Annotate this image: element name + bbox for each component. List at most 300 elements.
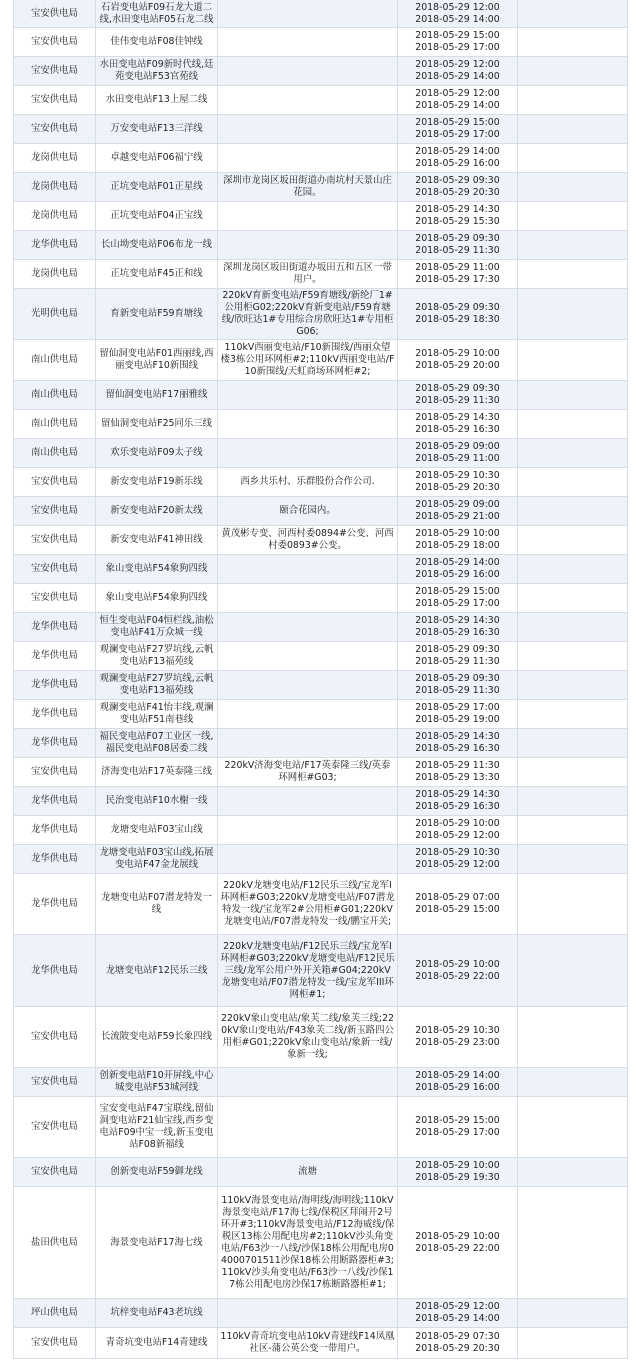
start-time: 2018-05-29 10:00 bbox=[415, 1230, 500, 1242]
table-row bbox=[14, 584, 628, 613]
start-time: 2018-05-29 14:30 bbox=[415, 731, 500, 742]
power-bureau-cell: 宝安供电局 bbox=[14, 1097, 96, 1158]
power-bureau-cell: 龙华供电局 bbox=[14, 729, 96, 758]
power-bureau-cell: 南山供电局 bbox=[14, 410, 96, 439]
feeder-line-cell: 观澜变电站F27罗坑线,云帆变电站F13福苑线 bbox=[96, 642, 218, 671]
outage-time-cell bbox=[398, 845, 518, 874]
affected-area-cell bbox=[218, 231, 398, 260]
affected-area-cell bbox=[218, 613, 398, 642]
start-time: 2018-05-29 10:30 bbox=[415, 1025, 500, 1036]
feeder-line-cell: 龙塘变电站F03宝山线,拓展变电站F47金龙展线 bbox=[96, 845, 218, 874]
table-row bbox=[14, 642, 628, 671]
affected-area-cell bbox=[218, 671, 398, 700]
outage-time-cell bbox=[398, 642, 518, 671]
start-time: 2018-05-29 15:00 bbox=[415, 30, 500, 41]
feeder-line-cell: 海景变电站F17海七线 bbox=[96, 1187, 218, 1299]
outage-time-cell bbox=[398, 289, 518, 340]
outage-time-cell bbox=[398, 671, 518, 700]
feeder-line-cell: 民治变电站F10水榭一线 bbox=[96, 787, 218, 816]
feeder-line-cell: 福民变电站F07工业区一线,福民变电站F08居委二线 bbox=[96, 729, 218, 758]
feeder-line-cell: 留仙洞变电站F25同乐三线 bbox=[96, 410, 218, 439]
end-time: 2018-05-29 20:30 bbox=[415, 1343, 500, 1354]
start-time: 2018-05-29 10:00 bbox=[415, 958, 500, 970]
power-bureau-cell: 龙岗供电局 bbox=[14, 202, 96, 231]
end-time: 2018-05-29 17:30 bbox=[415, 274, 500, 285]
affected-area-cell bbox=[218, 0, 398, 28]
feeder-line-cell: 恒生变电站F04恒栏线,油松变电站F41万众城一线 bbox=[96, 613, 218, 642]
start-time: 2018-05-29 09:30 bbox=[415, 302, 500, 313]
remarks-cell bbox=[518, 700, 628, 729]
power-bureau-cell: 宝安供电局 bbox=[14, 57, 96, 86]
feeder-line-cell: 坑梓变电站F43老坑线 bbox=[96, 1299, 218, 1328]
start-time: 2018-05-29 14:00 bbox=[415, 1070, 500, 1081]
feeder-line-cell: 留仙洞变电站F01西丽线,西丽变电站F10新围线 bbox=[96, 340, 218, 381]
start-time: 2018-05-29 14:00 bbox=[415, 557, 500, 568]
affected-area-cell: 220kV济海变电站/F17英泰隆三线/英泰环网柜#G03; bbox=[218, 758, 398, 787]
table-row bbox=[14, 340, 628, 381]
feeder-line-cell: 观澜变电站F27罗坑线,云帆变电站F13福苑线 bbox=[96, 671, 218, 700]
table-row bbox=[14, 289, 628, 340]
power-bureau-cell: 宝安供电局 bbox=[14, 28, 96, 57]
end-time: 2018-05-29 11:30 bbox=[415, 245, 500, 256]
outage-time-cell bbox=[398, 28, 518, 57]
remarks-cell bbox=[518, 526, 628, 555]
start-time: 2018-05-29 14:00 bbox=[415, 146, 500, 157]
remarks-cell bbox=[518, 613, 628, 642]
outage-time-cell bbox=[398, 1328, 518, 1359]
feeder-line-cell: 象山变电站F54象狗四线 bbox=[96, 555, 218, 584]
feeder-line-cell: 卓越变电站F06福宁线 bbox=[96, 144, 218, 173]
start-time: 2018-05-29 12:00 bbox=[415, 1, 500, 13]
table-row bbox=[14, 671, 628, 700]
end-time: 2018-05-29 13:30 bbox=[415, 772, 500, 783]
remarks-cell bbox=[518, 555, 628, 584]
remarks-cell bbox=[518, 758, 628, 787]
start-time: 2018-05-29 09:30 bbox=[415, 383, 500, 394]
end-time: 2018-05-29 20:00 bbox=[415, 360, 500, 371]
remarks-cell bbox=[518, 935, 628, 1007]
outage-time-cell bbox=[398, 613, 518, 642]
feeder-line-cell: 正坑变电站F01正星线 bbox=[96, 173, 218, 202]
power-bureau-cell: 宝安供电局 bbox=[14, 584, 96, 613]
outage-time-cell bbox=[398, 758, 518, 787]
feeder-line-cell: 新安变电站F19新乐线 bbox=[96, 468, 218, 497]
start-time: 2018-05-29 14:30 bbox=[415, 412, 500, 423]
remarks-cell bbox=[518, 439, 628, 468]
remarks-cell bbox=[518, 231, 628, 260]
outage-schedule-table bbox=[13, 0, 628, 1359]
affected-area-cell: 110kV西丽变电站/F10新围线/西丽众望楼3栋公用环网柜#2;110kV西丽变电站/F10新围线/天虹商场环网柜#2; bbox=[218, 340, 398, 381]
end-time: 2018-05-29 16:00 bbox=[415, 1082, 500, 1093]
affected-area-cell bbox=[218, 410, 398, 439]
power-bureau-cell: 宝安供电局 bbox=[14, 115, 96, 144]
remarks-cell bbox=[518, 28, 628, 57]
affected-area-cell bbox=[218, 584, 398, 613]
power-bureau-cell: 宝安供电局 bbox=[14, 1158, 96, 1187]
outage-time-cell bbox=[398, 144, 518, 173]
power-bureau-cell: 龙华供电局 bbox=[14, 816, 96, 845]
table-row bbox=[14, 173, 628, 202]
affected-area-cell bbox=[218, 845, 398, 874]
start-time: 2018-05-29 12:00 bbox=[415, 88, 500, 99]
outage-time-cell bbox=[398, 231, 518, 260]
power-bureau-cell: 宝安供电局 bbox=[14, 555, 96, 584]
end-time: 2018-05-29 20:30 bbox=[415, 482, 500, 493]
end-time: 2018-05-29 19:00 bbox=[415, 714, 500, 725]
feeder-line-cell: 创新变电站F59御龙线 bbox=[96, 1158, 218, 1187]
affected-area-cell bbox=[218, 202, 398, 231]
affected-area-cell bbox=[218, 57, 398, 86]
table-row bbox=[14, 1097, 628, 1158]
remarks-cell bbox=[518, 1158, 628, 1187]
table-row bbox=[14, 787, 628, 816]
start-time: 2018-05-29 15:00 bbox=[415, 1115, 500, 1126]
table-row bbox=[14, 1187, 628, 1299]
remarks-cell bbox=[518, 144, 628, 173]
power-bureau-cell: 南山供电局 bbox=[14, 439, 96, 468]
power-bureau-cell: 宝安供电局 bbox=[14, 758, 96, 787]
affected-area-cell bbox=[218, 555, 398, 584]
remarks-cell bbox=[518, 202, 628, 231]
feeder-line-cell: 创新变电站F10开屏线,中心城变电站F53城河线 bbox=[96, 1068, 218, 1097]
end-time: 2018-05-29 14:00 bbox=[415, 13, 500, 25]
affected-area-cell bbox=[218, 642, 398, 671]
table-row bbox=[14, 86, 628, 115]
table-row bbox=[14, 497, 628, 526]
end-time: 2018-05-29 14:00 bbox=[415, 100, 500, 111]
start-time: 2018-05-29 11:00 bbox=[415, 262, 500, 273]
outage-time-cell bbox=[398, 526, 518, 555]
outage-time-cell bbox=[398, 1097, 518, 1158]
start-time: 2018-05-29 09:30 bbox=[415, 233, 500, 244]
outage-time-cell bbox=[398, 410, 518, 439]
feeder-line-cell: 青奇坑变电站F14青建线 bbox=[96, 1328, 218, 1359]
end-time: 2018-05-29 17:00 bbox=[415, 598, 500, 609]
outage-time-cell bbox=[398, 1187, 518, 1299]
affected-area-cell: 220kV象山变电站/象芙二线/象芙三线;220kV象山变电站/F43象芙二线/新玉路四公用柜#G01;220kV象山变电站/象新一线/象新一线; bbox=[218, 1007, 398, 1068]
affected-area-cell bbox=[218, 115, 398, 144]
start-time: 2018-05-29 10:00 bbox=[415, 348, 500, 359]
outage-time-cell bbox=[398, 439, 518, 468]
start-time: 2018-05-29 12:00 bbox=[415, 1301, 500, 1312]
power-bureau-cell: 宝安供电局 bbox=[14, 468, 96, 497]
feeder-line-cell: 象山变电站F54象狗四线 bbox=[96, 584, 218, 613]
start-time: 2018-05-29 15:00 bbox=[415, 117, 500, 128]
remarks-cell bbox=[518, 173, 628, 202]
affected-area-cell bbox=[218, 816, 398, 845]
power-bureau-cell: 龙华供电局 bbox=[14, 642, 96, 671]
power-bureau-cell: 宝安供电局 bbox=[14, 1068, 96, 1097]
end-time: 2018-05-29 11:30 bbox=[415, 685, 500, 696]
start-time: 2018-05-29 09:00 bbox=[415, 441, 500, 452]
outage-time-cell bbox=[398, 1299, 518, 1328]
end-time: 2018-05-29 15:00 bbox=[415, 904, 500, 915]
affected-area-cell: 220kV龙塘变电站/F12民乐三线/宝龙军I环网柜#G03;220kV龙塘变电站/F07潜龙特发一线/宝龙军2#公用柜#G01;220kV龙塘变电站/F07潜龙特发一线/鹏宝开关; bbox=[218, 874, 398, 935]
end-time: 2018-05-29 12:00 bbox=[415, 830, 500, 841]
power-bureau-cell: 龙华供电局 bbox=[14, 935, 96, 1007]
outage-time-cell bbox=[398, 468, 518, 497]
table-row bbox=[14, 0, 628, 28]
end-time: 2018-05-29 23:00 bbox=[415, 1037, 500, 1048]
affected-area-cell: 西乡共乐村、乐群股份合作公司. bbox=[218, 468, 398, 497]
outage-time-cell bbox=[398, 381, 518, 410]
feeder-line-cell: 万安变电站F13三洋线 bbox=[96, 115, 218, 144]
table-row bbox=[14, 1328, 628, 1359]
end-time: 2018-05-29 15:30 bbox=[415, 216, 500, 227]
remarks-cell bbox=[518, 671, 628, 700]
outage-time-cell bbox=[398, 1007, 518, 1068]
end-time: 2018-05-29 19:30 bbox=[415, 1172, 500, 1183]
outage-time-cell bbox=[398, 173, 518, 202]
start-time: 2018-05-29 10:30 bbox=[415, 470, 500, 481]
power-bureau-cell: 龙华供电局 bbox=[14, 231, 96, 260]
power-bureau-cell: 宝安供电局 bbox=[14, 497, 96, 526]
end-time: 2018-05-29 17:00 bbox=[415, 42, 500, 53]
remarks-cell bbox=[518, 468, 628, 497]
table-row bbox=[14, 816, 628, 845]
outage-schedule-body bbox=[14, 0, 628, 1359]
remarks-cell bbox=[518, 381, 628, 410]
remarks-cell bbox=[518, 86, 628, 115]
affected-area-cell: 110kV海景变电站/海明线/海明线;110kV海景变电站/F17海七线/保税区拜闹开2号环开#3;110kV海景变电站/F12海威线/保税区13栋公用配电房#2;110kV沙头角变电站/F63沙一八线/沙保18栋公用配电房04000701511沙保18栋公用断路器柜#3;110kV沙头角变电站/F63沙一八线/沙保17栋公用配电房沙保17栋断路器柜#1; bbox=[218, 1187, 398, 1299]
affected-area-cell: 220kV育新变电站/F59育塘线/新纶厂1#公用柜G02;220kV育新变电站/F59育塘线/欣旺达1#专用综合房欣旺达1#专用柜G06; bbox=[218, 289, 398, 340]
affected-area-cell: 流塘 bbox=[218, 1158, 398, 1187]
end-time: 2018-05-29 16:00 bbox=[415, 569, 500, 580]
remarks-cell bbox=[518, 57, 628, 86]
end-time: 2018-05-29 14:00 bbox=[415, 71, 500, 82]
affected-area-cell bbox=[218, 1068, 398, 1097]
remarks-cell bbox=[518, 816, 628, 845]
feeder-line-cell: 正坑变电站F45正和线 bbox=[96, 260, 218, 289]
remarks-cell bbox=[518, 584, 628, 613]
remarks-cell bbox=[518, 1299, 628, 1328]
affected-area-cell bbox=[218, 700, 398, 729]
table-row bbox=[14, 115, 628, 144]
end-time: 2018-05-29 16:00 bbox=[415, 158, 500, 169]
table-row bbox=[14, 700, 628, 729]
feeder-line-cell: 龙塘变电站F12民乐三线 bbox=[96, 935, 218, 1007]
table-row bbox=[14, 1068, 628, 1097]
remarks-cell bbox=[518, 787, 628, 816]
feeder-line-cell: 育新变电站F59育塘线 bbox=[96, 289, 218, 340]
table-row bbox=[14, 1299, 628, 1328]
remarks-cell bbox=[518, 1328, 628, 1359]
affected-area-cell bbox=[218, 86, 398, 115]
table-row bbox=[14, 144, 628, 173]
affected-area-cell bbox=[218, 1097, 398, 1158]
outage-time-cell bbox=[398, 1068, 518, 1097]
affected-area-cell: 深圳龙岗区坂田街道办坂田五和五区一带用户。 bbox=[218, 260, 398, 289]
table-row bbox=[14, 758, 628, 787]
start-time: 2018-05-29 09:00 bbox=[415, 499, 500, 510]
affected-area-cell bbox=[218, 729, 398, 758]
start-time: 2018-05-29 10:30 bbox=[415, 847, 500, 858]
power-bureau-cell: 南山供电局 bbox=[14, 381, 96, 410]
end-time: 2018-05-29 22:00 bbox=[415, 970, 500, 982]
affected-area-cell: 110kV青奇坑变电站10kV青建线F14凤凰社区-蒲公英公变一带用户。 bbox=[218, 1328, 398, 1359]
outage-time-cell bbox=[398, 700, 518, 729]
affected-area-cell: 深圳市龙岗区坂田街道办南坑村天景山庄花园。 bbox=[218, 173, 398, 202]
outage-time-cell bbox=[398, 816, 518, 845]
feeder-line-cell: 石岩变电站F09石龙大道二线,水田变电站F05石龙二线 bbox=[96, 0, 218, 28]
power-bureau-cell: 南山供电局 bbox=[14, 340, 96, 381]
power-bureau-cell: 龙华供电局 bbox=[14, 613, 96, 642]
remarks-cell bbox=[518, 115, 628, 144]
remarks-cell bbox=[518, 1187, 628, 1299]
power-bureau-cell: 龙华供电局 bbox=[14, 787, 96, 816]
outage-time-cell bbox=[398, 202, 518, 231]
end-time: 2018-05-29 14:00 bbox=[415, 1313, 500, 1324]
table-row bbox=[14, 1007, 628, 1068]
power-bureau-cell: 龙华供电局 bbox=[14, 700, 96, 729]
end-time: 2018-05-29 18:00 bbox=[415, 540, 500, 551]
feeder-line-cell: 龙塘变电站F03宝山线 bbox=[96, 816, 218, 845]
start-time: 2018-05-29 09:30 bbox=[415, 175, 500, 186]
start-time: 2018-05-29 14:30 bbox=[415, 204, 500, 215]
power-bureau-cell: 宝安供电局 bbox=[14, 86, 96, 115]
outage-time-cell bbox=[398, 555, 518, 584]
feeder-line-cell: 济海变电站F17英泰隆三线 bbox=[96, 758, 218, 787]
feeder-line-cell: 正坑变电站F04正宝线 bbox=[96, 202, 218, 231]
remarks-cell bbox=[518, 729, 628, 758]
affected-area-cell bbox=[218, 381, 398, 410]
remarks-cell bbox=[518, 289, 628, 340]
power-bureau-cell: 龙华供电局 bbox=[14, 671, 96, 700]
outage-time-cell bbox=[398, 115, 518, 144]
affected-area-cell: 黄茂彬专变、河西村委0894#公变、河西村委0893#公变。 bbox=[218, 526, 398, 555]
feeder-line-cell: 留仙洞变电站F17丽雅线 bbox=[96, 381, 218, 410]
power-bureau-cell: 盐田供电局 bbox=[14, 1187, 96, 1299]
outage-time-cell bbox=[398, 874, 518, 935]
table-row bbox=[14, 613, 628, 642]
affected-area-cell: 220kV龙塘变电站/F12民乐三线/宝龙军I环网柜#G03;220kV龙塘变电站/F12民乐三线/龙军公用户外开关箱#G04;220kV龙塘变电站/F07潜龙特发一线/宝龙军III环网柜#1; bbox=[218, 935, 398, 1007]
table-row bbox=[14, 526, 628, 555]
end-time: 2018-05-29 16:30 bbox=[415, 743, 500, 754]
start-time: 2018-05-29 14:30 bbox=[415, 615, 500, 626]
end-time: 2018-05-29 16:30 bbox=[415, 424, 500, 435]
table-row bbox=[14, 468, 628, 497]
start-time: 2018-05-29 10:00 bbox=[415, 818, 500, 829]
table-row bbox=[14, 381, 628, 410]
affected-area-cell: 颐合花园内。 bbox=[218, 497, 398, 526]
table-row bbox=[14, 231, 628, 260]
affected-area-cell bbox=[218, 28, 398, 57]
feeder-line-cell: 水田变电站F13上屋二线 bbox=[96, 86, 218, 115]
power-bureau-cell: 宝安供电局 bbox=[14, 526, 96, 555]
outage-time-cell bbox=[398, 497, 518, 526]
power-bureau-cell: 龙岗供电局 bbox=[14, 173, 96, 202]
remarks-cell bbox=[518, 642, 628, 671]
remarks-cell bbox=[518, 410, 628, 439]
table-row bbox=[14, 410, 628, 439]
outage-time-cell bbox=[398, 584, 518, 613]
affected-area-cell bbox=[218, 144, 398, 173]
power-bureau-cell: 坪山供电局 bbox=[14, 1299, 96, 1328]
power-bureau-cell: 光明供电局 bbox=[14, 289, 96, 340]
start-time: 2018-05-29 15:00 bbox=[415, 586, 500, 597]
table-row bbox=[14, 439, 628, 468]
remarks-cell bbox=[518, 340, 628, 381]
start-time: 2018-05-29 10:00 bbox=[415, 528, 500, 539]
end-time: 2018-05-29 18:30 bbox=[415, 314, 500, 325]
table-row bbox=[14, 729, 628, 758]
power-bureau-cell: 龙岗供电局 bbox=[14, 144, 96, 173]
end-time: 2018-05-29 17:00 bbox=[415, 1127, 500, 1138]
power-bureau-cell: 龙华供电局 bbox=[14, 845, 96, 874]
outage-time-cell bbox=[398, 787, 518, 816]
end-time: 2018-05-29 17:00 bbox=[415, 129, 500, 140]
feeder-line-cell: 佳伟变电站F08佳钟线 bbox=[96, 28, 218, 57]
table-row bbox=[14, 935, 628, 1007]
feeder-line-cell: 新安变电站F41神田线 bbox=[96, 526, 218, 555]
table-row bbox=[14, 845, 628, 874]
power-bureau-cell: 宝安供电局 bbox=[14, 0, 96, 28]
start-time: 2018-05-29 11:30 bbox=[415, 760, 500, 771]
end-time: 2018-05-29 16:30 bbox=[415, 801, 500, 812]
start-time: 2018-05-29 14:30 bbox=[415, 789, 500, 800]
table-row bbox=[14, 874, 628, 935]
table-row bbox=[14, 202, 628, 231]
outage-time-cell bbox=[398, 1158, 518, 1187]
start-time: 2018-05-29 09:30 bbox=[415, 644, 500, 655]
end-time: 2018-05-29 16:30 bbox=[415, 627, 500, 638]
outage-time-cell bbox=[398, 729, 518, 758]
affected-area-cell bbox=[218, 787, 398, 816]
table-row bbox=[14, 555, 628, 584]
remarks-cell bbox=[518, 845, 628, 874]
table-row bbox=[14, 57, 628, 86]
feeder-line-cell: 水田变电站F09新时代线,廷苑变电站F53官苑线 bbox=[96, 57, 218, 86]
end-time: 2018-05-29 11:00 bbox=[415, 453, 500, 464]
end-time: 2018-05-29 20:30 bbox=[415, 187, 500, 198]
affected-area-cell bbox=[218, 439, 398, 468]
outage-time-cell bbox=[398, 260, 518, 289]
remarks-cell bbox=[518, 497, 628, 526]
feeder-line-cell: 欢乐变电站F09太子线 bbox=[96, 439, 218, 468]
table-row bbox=[14, 1158, 628, 1187]
power-bureau-cell: 龙岗供电局 bbox=[14, 260, 96, 289]
outage-time-cell bbox=[398, 935, 518, 1007]
feeder-line-cell: 宝安变电站F47宝联线,留仙洞变电站F21仙宝线,西乡变电站F09中宝一线,新玉变电站F08新福线 bbox=[96, 1097, 218, 1158]
feeder-line-cell: 新安变电站F20新太线 bbox=[96, 497, 218, 526]
remarks-cell bbox=[518, 1007, 628, 1068]
feeder-line-cell: 长山坳变电站F06布龙一线 bbox=[96, 231, 218, 260]
remarks-cell bbox=[518, 0, 628, 28]
start-time: 2018-05-29 09:30 bbox=[415, 673, 500, 684]
start-time: 2018-05-29 17:00 bbox=[415, 702, 500, 713]
feeder-line-cell: 龙塘变电站F07潜龙特发一线 bbox=[96, 874, 218, 935]
table-row bbox=[14, 28, 628, 57]
outage-time-cell bbox=[398, 86, 518, 115]
power-bureau-cell: 龙华供电局 bbox=[14, 874, 96, 935]
power-bureau-cell: 宝安供电局 bbox=[14, 1328, 96, 1359]
start-time: 2018-05-29 07:30 bbox=[415, 1331, 500, 1342]
remarks-cell bbox=[518, 1068, 628, 1097]
end-time: 2018-05-29 22:00 bbox=[415, 1242, 500, 1254]
start-time: 2018-05-29 10:00 bbox=[415, 1160, 500, 1171]
start-time: 2018-05-29 07:00 bbox=[415, 892, 500, 903]
outage-time-cell bbox=[398, 0, 518, 28]
end-time: 2018-05-29 12:00 bbox=[415, 859, 500, 870]
remarks-cell bbox=[518, 874, 628, 935]
remarks-cell bbox=[518, 260, 628, 289]
end-time: 2018-05-29 21:00 bbox=[415, 511, 500, 522]
outage-time-cell bbox=[398, 57, 518, 86]
power-bureau-cell: 宝安供电局 bbox=[14, 1007, 96, 1068]
affected-area-cell bbox=[218, 1299, 398, 1328]
table-row bbox=[14, 260, 628, 289]
feeder-line-cell: 观澜变电站F41怡丰线,观澜变电站F51南巷线 bbox=[96, 700, 218, 729]
